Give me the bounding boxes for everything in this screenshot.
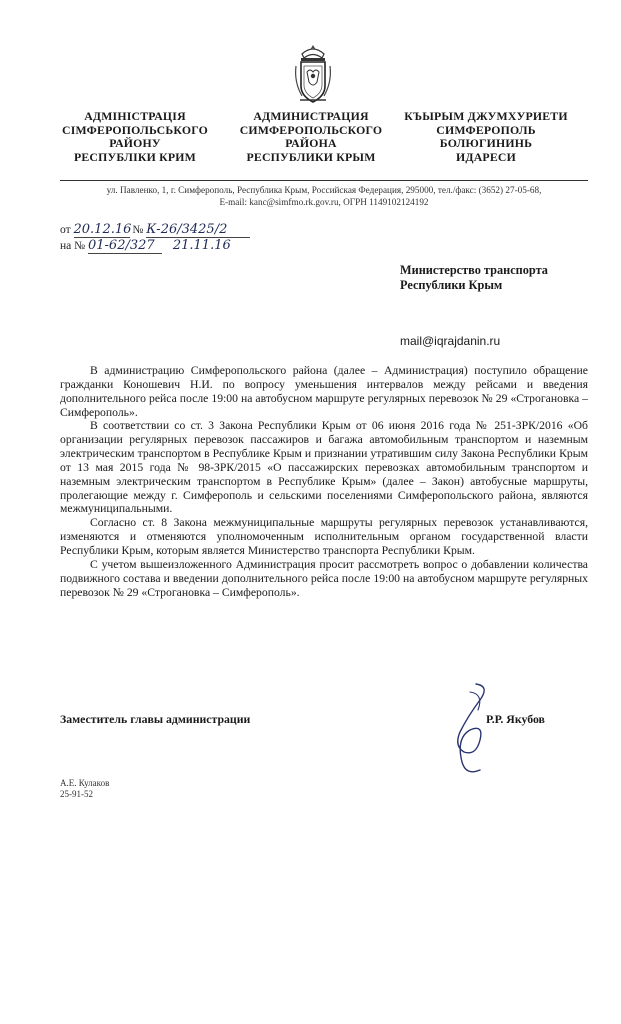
header-ukr-line: АДМІНІСТРАЦІЯ bbox=[84, 109, 186, 123]
address-line: ул. Павленко, 1, г. Симферополь, Республика Крым, Российская Федерация, 295000, тел./факс: (3652) 27-05-68, bbox=[106, 185, 542, 195]
header-crt-line: СИМФЕРОПОЛЬ bbox=[436, 122, 536, 137]
executor-phone: 25-91-52 bbox=[60, 788, 93, 799]
incoming-date: 21.11.16 bbox=[172, 238, 231, 253]
addressee-line: Министерство транспорта bbox=[400, 263, 548, 277]
email-address: mail@iqrajdanin.ru bbox=[400, 334, 501, 348]
header-ukrainian bbox=[60, 110, 210, 164]
incoming-number: 01-62/327 bbox=[88, 238, 162, 254]
body-paragraph: С учетом вышеизложенного Администрация просит рассмотреть вопрос о добавлении количества подвижного состава и введении дополнительного рейса после 19:00 на автобусном маршруте регулярных перевозок № 29 «Строгановка – Симферополь». bbox=[60, 557, 588, 599]
incoming-reference bbox=[60, 238, 231, 254]
addressee bbox=[400, 263, 548, 293]
from-label: от bbox=[60, 224, 71, 236]
header-rus-line: РАЙОНА bbox=[285, 136, 337, 151]
coat-of-arms-emblem bbox=[292, 42, 334, 106]
header-crt-line: ИДАРЕСИ bbox=[456, 149, 516, 164]
body-paragraph: В соответствии со ст. 3 Закона Республики Крым от 06 июня 2016 года № 251-ЗРК/2016 «Об организации регулярных перевозок пассажиров и багажа автомобильным транспортом и наземным электрическим транспортом в Республике Крым и признании утратившим силу Закона Республики Крым от 13 мая 2015 года № 98-ЗРК/2015 «О пассажирских перевозках автомобильным транспортом и наземным электрическим транспортом в Республике Крым» (далее – Закон) автобусные маршруты, пролегающие между г. Симферополь и сельскими поселениями Симферопольского района, являются межмуниципальными. bbox=[60, 419, 588, 516]
header-ukr-line: СІМФЕРОПОЛЬСЬКОГО bbox=[61, 122, 208, 137]
organization-address bbox=[60, 184, 588, 208]
outgoing-date: 20.12.16 bbox=[73, 222, 132, 237]
executor-info bbox=[60, 778, 109, 799]
header-rus-line: АДМИНИСТРАЦИЯ bbox=[253, 109, 369, 123]
signatory-position: Заместитель главы администрации bbox=[60, 712, 251, 726]
header-divider bbox=[60, 180, 588, 181]
outgoing-number: К-26/3425/2 bbox=[146, 222, 250, 238]
executor-name: А.Е. Кулаков bbox=[60, 778, 110, 788]
addressee-line: Республики Крым bbox=[400, 278, 503, 292]
address-line: E-mail: kanc@simfmo.rk.gov.ru, ОГРН 1149102124192 bbox=[219, 197, 429, 207]
header-crt-line: БОЛЮГИНИНЬ bbox=[439, 136, 533, 151]
header-rus-line: РЕСПУБЛИКИ КРЫМ bbox=[246, 149, 376, 164]
body-paragraph: Согласно ст. 8 Закона межмуниципальные маршруты регулярных перевозок устанавливаются, изменяются и отменяются уполномоченным исполнительным органом государственной власти Республики Крым, которым является Министерство транспорта Республики Крым. bbox=[60, 516, 588, 557]
outgoing-reference bbox=[60, 222, 250, 238]
to-label: на № bbox=[60, 240, 86, 252]
handwritten-signature bbox=[440, 680, 498, 778]
signatory-name: Р.Р. Якубов bbox=[486, 712, 545, 726]
header-ukr-line: РАЙОНУ bbox=[109, 136, 161, 151]
header-crt-line: КЪЫРЫМ ДЖУМХУРИЕТИ bbox=[404, 109, 568, 123]
header-russian bbox=[236, 110, 386, 164]
number-label: № bbox=[132, 224, 144, 236]
body-paragraph: В администрацию Симферопольского района (далее – Администрация) поступило обращение гражданки Коношевич Н.И. по вопросу уменьшения интервалов между рейсами и введения дополнительного рейса после 19:00 на автобусном маршруте регулярных перевозок № 29 «Строгановка – Симферополь». bbox=[60, 364, 588, 419]
letter-body bbox=[60, 364, 588, 599]
header-ukr-line: РЕСПУБЛІКИ КРИМ bbox=[73, 149, 197, 164]
header-rus-line: СИМФЕРОПОЛЬСКОГО bbox=[239, 122, 383, 137]
header-crimean-tatar bbox=[404, 110, 568, 164]
